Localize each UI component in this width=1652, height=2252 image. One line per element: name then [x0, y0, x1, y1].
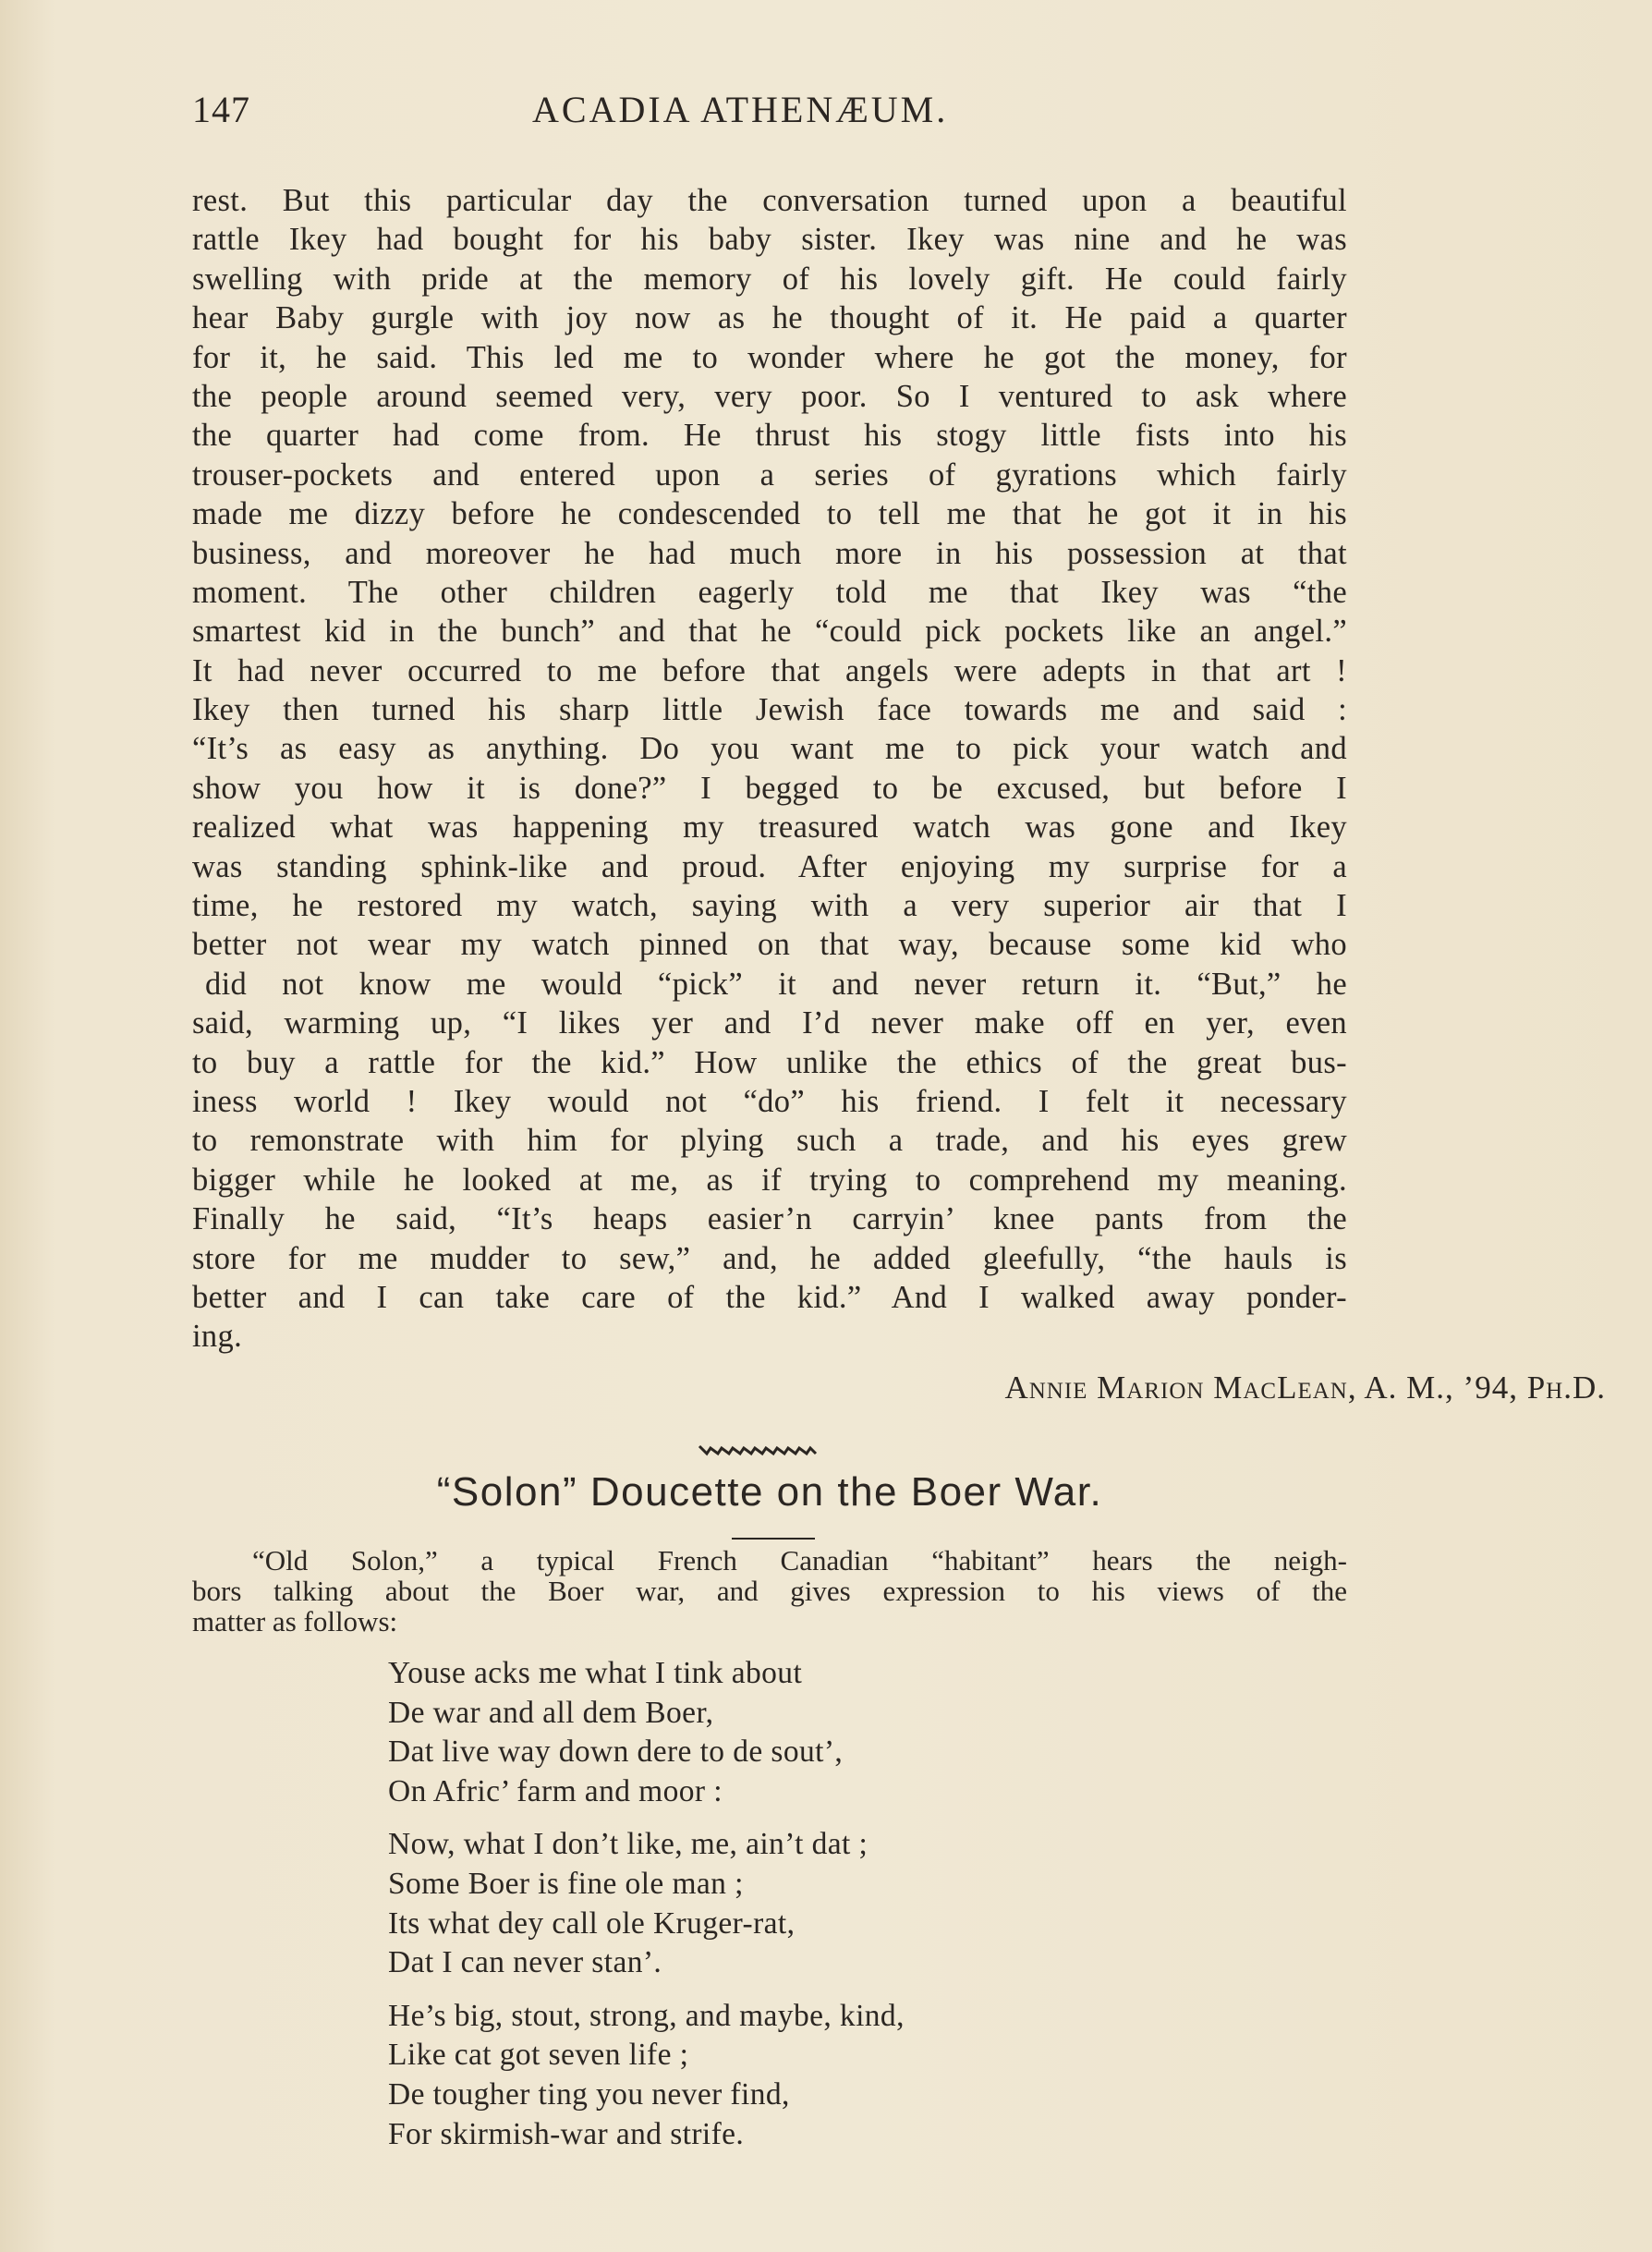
- article-line: “It’s as easy as anything. Do you want me to pick your watch and: [192, 731, 1347, 767]
- author-signature: Annie Marion MacLean, A. M., ’94, Ph.D.: [1004, 1369, 1606, 1406]
- poem-line: On Afric’ farm and moor :: [388, 1773, 723, 1808]
- article-line: hear Baby gurgle with joy now as he thought of it. He paid a quarter: [192, 300, 1347, 336]
- article-line: ing.: [192, 1319, 243, 1355]
- article-line: made me dizzy before he condescended to tell me that he got it in his: [192, 496, 1347, 532]
- intro-line: “Old Solon,” a typical French Canadian “habitant” hears the neigh-: [252, 1544, 1347, 1576]
- article-line: better and I can take care of the kid.” And I walked away ponder-: [192, 1279, 1347, 1315]
- poem-line: For skirmish-war and strife.: [388, 2116, 745, 2151]
- article-line: realized what was happening my treasured watch was gone and Ikey: [192, 810, 1347, 846]
- poem-line: Youse acks me what I tink about: [388, 1656, 803, 1690]
- poem-line: Like cat got seven life ;: [388, 2038, 689, 2073]
- article-line: rattle Ikey had bought for his baby sister. Ikey was nine and he was: [192, 222, 1347, 258]
- article-line: business, and moreover he had much more in his possession at that: [192, 535, 1347, 571]
- poem-stanza: [388, 1654, 905, 1811]
- article-line: rest. But this particular day the conversation turned upon a beautiful: [192, 183, 1347, 218]
- article-line: to buy a rattle for the kid.” How unlike the ethics of the great bus-: [192, 1044, 1347, 1080]
- poem: [388, 1654, 905, 2168]
- article-line: said, warming up, “I likes yer and I’d never make off en yer, even: [192, 1005, 1347, 1041]
- article-line: It had never occurred to me before that angels were adepts in that art !: [192, 652, 1347, 688]
- section-title: “Solon” Doucette on the Boer War.: [436, 1469, 1103, 1515]
- poem-line: Dat live way down dere to de sout’,: [388, 1735, 844, 1770]
- poem-line: He’s big, stout, strong, and maybe, kind,: [388, 1998, 905, 2033]
- poem-stanza: [388, 1825, 905, 1982]
- page-number: 147: [192, 89, 250, 130]
- article-line: did not know me would “pick” it and never return it. “But,” he: [205, 966, 1347, 1002]
- intro-line: matter as follows:: [192, 1605, 398, 1637]
- article-line: swelling with pride at the memory of his lovely gift. He could fairly: [192, 261, 1347, 297]
- article-line: smartest kid in the bunch” and that he “could pick pockets like an angel.”: [192, 614, 1347, 650]
- poem-stanza: [388, 1997, 905, 2154]
- article-line: better not wear my watch pinned on that way, because some kid who: [192, 927, 1347, 963]
- article-line: time, he restored my watch, saying with a very superior air that I: [192, 888, 1347, 924]
- article-body: [192, 181, 1347, 1357]
- article-line: the quarter had come from. He thrust his stogy little fists into his: [192, 418, 1347, 454]
- article-line: Ikey then turned his sharp little Jewish face towards me and said :: [192, 692, 1347, 728]
- article-line: iness world ! Ikey would not “do” his friend. I felt it necessary: [192, 1083, 1347, 1119]
- article-line: show you how it is done?” I begged to be excused, but before I: [192, 770, 1347, 806]
- article-line: was standing sphink-like and proud. After enjoying my surprise for a: [192, 848, 1347, 884]
- journal-title: ACADIA ATHENÆUM.: [532, 89, 949, 130]
- poem-line: Some Boer is fine ole man ;: [388, 1866, 744, 1901]
- poem-line: Now, what I don’t like, me, ain’t dat ;: [388, 1827, 869, 1862]
- poem-line: Its what dey call ole Kruger-rat,: [388, 1905, 796, 1941]
- poem-line: De tougher ting you never find,: [388, 2076, 790, 2112]
- article-line: moment. The other children eagerly told me that Ikey was “the: [192, 574, 1347, 610]
- poem-introduction: [192, 1545, 1347, 1637]
- running-head: [192, 88, 1347, 134]
- intro-line: bors talking about the Boer war, and gives expression to his views of the: [192, 1575, 1347, 1607]
- divider-ornament: [698, 1443, 818, 1456]
- article-line: to remonstrate with him for plying such a trade, and his eyes grew: [192, 1123, 1347, 1159]
- title-rule: [732, 1538, 815, 1540]
- article-line: store for me mudder to sew,” and, he added gleefully, “the hauls is: [192, 1240, 1347, 1276]
- article-line: bigger while he looked at me, as if trying to comprehend my meaning.: [192, 1162, 1347, 1198]
- article-line: Finally he said, “It’s heaps easier’n carryin’ knee pants from the: [192, 1201, 1347, 1237]
- article-line: the people around seemed very, very poor. So I ventured to ask where: [192, 378, 1347, 414]
- article-line: trouser-pockets and entered upon a series of gyrations which fairly: [192, 456, 1347, 493]
- poem-line: De war and all dem Boer,: [388, 1695, 714, 1730]
- poem-line: Dat I can never stan’.: [388, 1945, 662, 1980]
- article-line: for it, he said. This led me to wonder where he got the money, for: [192, 339, 1347, 375]
